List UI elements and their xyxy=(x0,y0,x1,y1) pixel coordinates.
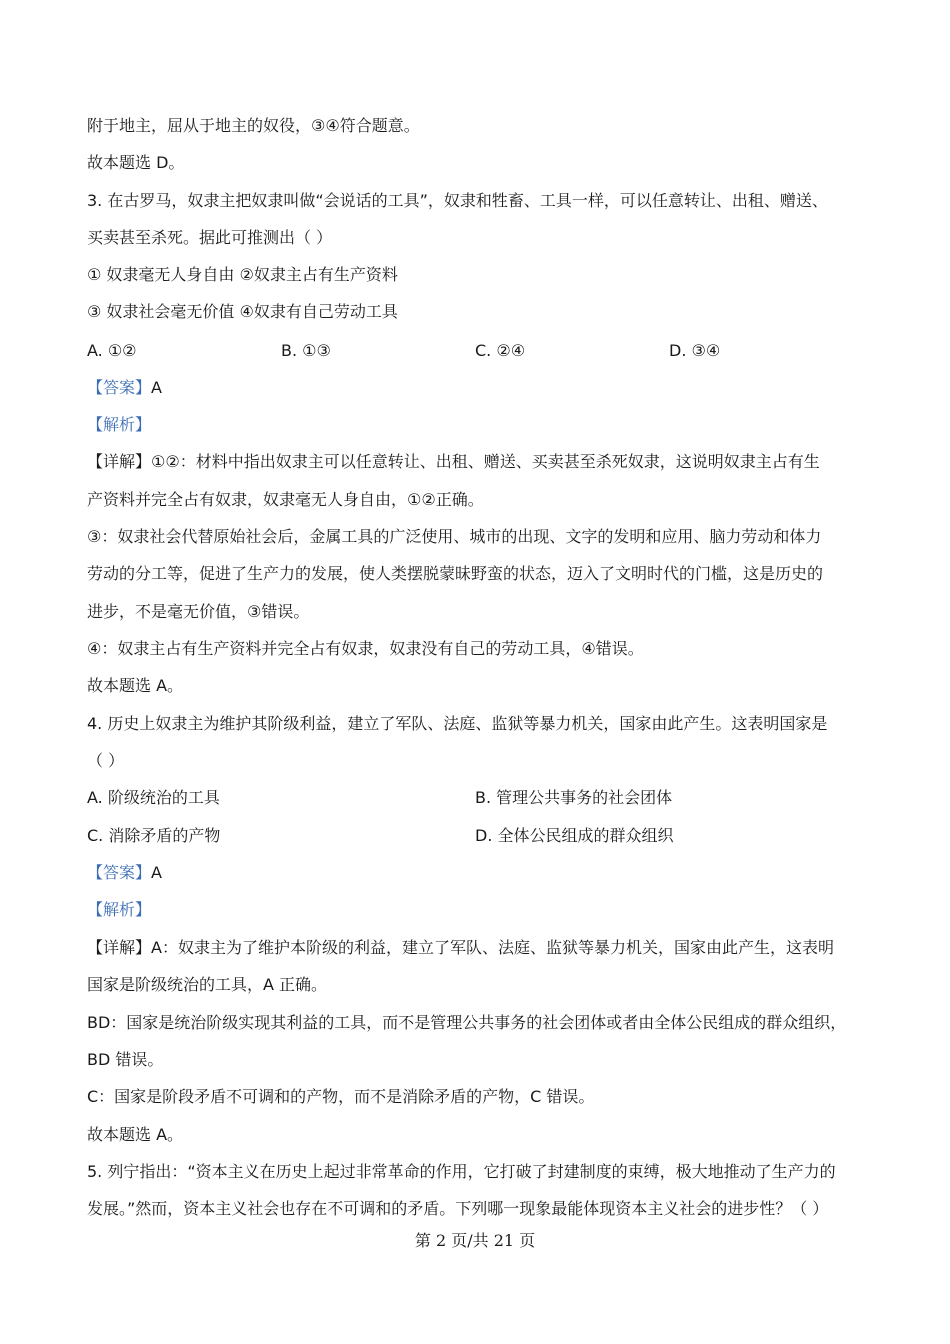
detail-line: BD 错误。 xyxy=(87,1050,164,1069)
option-c: C. ②④ xyxy=(475,341,526,360)
answer-value: A xyxy=(151,863,162,882)
conclusion-line: 故本题选 A。 xyxy=(87,676,184,695)
answer-value: A xyxy=(151,378,162,397)
detail-line: ③：奴隶社会代替原始社会后，金属工具的广泛使用、城市的出现、文字的发明和应用、脑力劳动和体力 xyxy=(87,527,822,546)
answer-tag: 【答案】 xyxy=(87,863,152,882)
detail-line: BD：国家是统治阶级实现其利益的工具，而不是管理公共事务的社会团体或者由全体公民组成的群众组织， xyxy=(87,1013,847,1032)
detail-tag: 【详解】 xyxy=(87,452,152,471)
question-4-stem: 4. 历史上奴隶主为维护其阶级利益，建立了军队、法庭、监狱等暴力机关，国家由此产生。这表明国家是 xyxy=(87,714,828,733)
detail-tag: 【详解】 xyxy=(87,938,152,957)
analysis-tag: 【解析】 xyxy=(87,900,152,919)
option-d: D. ③④ xyxy=(669,341,721,360)
option-b: B. ①③ xyxy=(281,341,331,360)
question-5-stem-cont: 发展。”然而，资本主义社会也存在不可调和的矛盾。下列哪一现象最能体现资本主义社会的进步性？（ ） xyxy=(87,1199,829,1218)
conclusion-line: 故本题选 A。 xyxy=(87,1125,184,1144)
text-line: 故本题选 D。 xyxy=(87,153,185,172)
option-c: C. 消除矛盾的产物 xyxy=(87,826,221,845)
statement-line: ① 奴隶毫无人身自由 ②奴隶主占有生产资料 xyxy=(87,265,398,284)
statement-line: ③ 奴隶社会毫无价值 ④奴隶有自己劳动工具 xyxy=(87,302,398,321)
question-4-stem-cont: （ ） xyxy=(87,751,125,770)
detail-line: 产资料并完全占有奴隶，奴隶毫无人身自由，①②正确。 xyxy=(87,490,484,509)
question-3-stem-cont: 买卖甚至杀死。据此可推测出（ ） xyxy=(87,228,333,247)
analysis-tag: 【解析】 xyxy=(87,415,152,434)
detail-line: 进步，不是毫无价值，③错误。 xyxy=(87,602,310,621)
detail-line: ④：奴隶主占有生产资料并完全占有奴隶，奴隶没有自己的劳动工具，④错误。 xyxy=(87,639,644,658)
detail-line: 国家是阶级统治的工具，A 正确。 xyxy=(87,975,328,994)
detail-line xyxy=(87,451,820,473)
option-b: B. 管理公共事务的社会团体 xyxy=(475,788,673,807)
answer-tag: 【答案】 xyxy=(87,378,152,397)
detail-line: 劳动的分工等，促进了生产力的发展，使人类摆脱蒙昧野蛮的状态，迈入了文明时代的门槛，这是历史的 xyxy=(87,564,824,583)
question-3-stem: 3. 在古罗马，奴隶主把奴隶叫做“会说话的工具”，奴隶和牲畜、工具一样，可以任意转让、出租、赠送、 xyxy=(87,191,828,210)
question-5-stem: 5. 列宁指出：“资本主义在历史上起过非常革命的作用，它打破了封建制度的束缚，极大地推动了生产力的 xyxy=(87,1162,836,1181)
answer-line xyxy=(87,377,162,399)
option-a: A. ①② xyxy=(87,341,137,360)
detail-text: ①②：材料中指出奴隶主可以任意转让、出租、赠送、买卖甚至杀死奴隶，这说明奴隶主占有生 xyxy=(151,452,820,471)
detail-line: C：国家是阶段矛盾不可调和的产物，而不是消除矛盾的产物，C 错误。 xyxy=(87,1087,595,1106)
page-footer: 第 2 页/共 21 页 xyxy=(414,1231,536,1250)
detail-line xyxy=(87,937,834,959)
answer-line xyxy=(87,862,162,884)
text-line: 附于地主，屈从于地主的奴役，③④符合题意。 xyxy=(87,116,420,135)
option-d: D. 全体公民组成的群众组织 xyxy=(475,826,674,845)
detail-text: A：奴隶主为了维护本阶级的利益，建立了军队、法庭、监狱等暴力机关，国家由此产生，这表明 xyxy=(151,938,834,957)
option-a: A. 阶级统治的工具 xyxy=(87,788,220,807)
